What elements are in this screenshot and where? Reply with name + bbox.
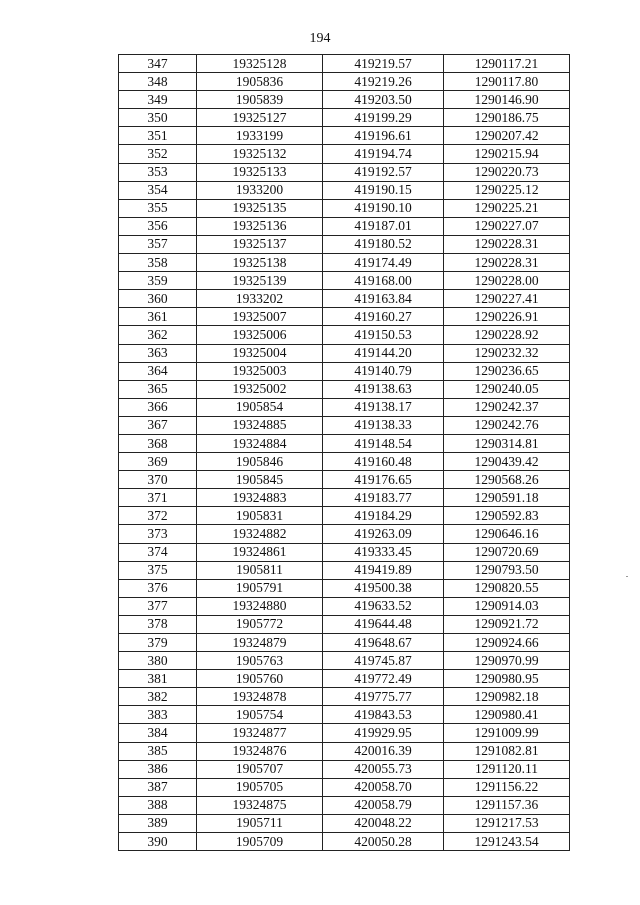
point-number-cell: 376 <box>119 579 197 597</box>
point-id-cell: 19325133 <box>197 163 323 181</box>
point-id-cell: 19325139 <box>197 272 323 290</box>
point-id-cell: 19325137 <box>197 235 323 253</box>
y-coordinate-cell: 1291082.81 <box>444 742 570 760</box>
y-coordinate-cell: 1290225.21 <box>444 199 570 217</box>
point-id-cell: 1933200 <box>197 181 323 199</box>
table-row <box>119 724 570 742</box>
table-row <box>119 73 570 91</box>
table-row <box>119 235 570 253</box>
point-id-cell: 1905839 <box>197 91 323 109</box>
y-coordinate-cell: 1290117.21 <box>444 55 570 73</box>
point-id-cell: 19325007 <box>197 308 323 326</box>
y-coordinate-cell: 1290921.72 <box>444 615 570 633</box>
y-coordinate-cell: 1290146.90 <box>444 91 570 109</box>
point-id-cell: 19325135 <box>197 199 323 217</box>
point-id-cell: 1905772 <box>197 615 323 633</box>
x-coordinate-cell: 419148.54 <box>323 434 444 452</box>
x-coordinate-cell: 419772.49 <box>323 670 444 688</box>
x-coordinate-cell: 419843.53 <box>323 706 444 724</box>
x-coordinate-cell: 419203.50 <box>323 91 444 109</box>
table-row <box>119 290 570 308</box>
point-number-cell: 377 <box>119 597 197 615</box>
x-coordinate-cell: 419168.00 <box>323 272 444 290</box>
point-id-cell: 19325002 <box>197 380 323 398</box>
x-coordinate-cell: 419138.63 <box>323 380 444 398</box>
point-id-cell: 19325136 <box>197 217 323 235</box>
point-number-cell: 355 <box>119 199 197 217</box>
point-id-cell: 1933202 <box>197 290 323 308</box>
point-id-cell: 1905791 <box>197 579 323 597</box>
table-row <box>119 507 570 525</box>
y-coordinate-cell: 1290820.55 <box>444 579 570 597</box>
x-coordinate-cell: 419194.74 <box>323 145 444 163</box>
y-coordinate-cell: 1290242.37 <box>444 398 570 416</box>
x-coordinate-cell: 420016.39 <box>323 742 444 760</box>
point-id-cell: 19324876 <box>197 742 323 760</box>
y-coordinate-cell: 1290980.95 <box>444 670 570 688</box>
point-number-cell: 351 <box>119 127 197 145</box>
y-coordinate-cell: 1290793.50 <box>444 561 570 579</box>
table-row <box>119 652 570 670</box>
point-id-cell: 1905760 <box>197 670 323 688</box>
point-id-cell: 1933199 <box>197 127 323 145</box>
x-coordinate-cell: 419192.57 <box>323 163 444 181</box>
y-coordinate-cell: 1290225.12 <box>444 181 570 199</box>
y-coordinate-cell: 1290314.81 <box>444 434 570 452</box>
table-row <box>119 91 570 109</box>
point-number-cell: 367 <box>119 416 197 434</box>
y-coordinate-cell: 1290646.16 <box>444 525 570 543</box>
table-row <box>119 453 570 471</box>
table-row <box>119 109 570 127</box>
point-number-cell: 363 <box>119 344 197 362</box>
x-coordinate-cell: 419219.57 <box>323 55 444 73</box>
table-row <box>119 416 570 434</box>
table-row <box>119 272 570 290</box>
point-id-cell: 1905705 <box>197 778 323 796</box>
y-coordinate-cell: 1290980.41 <box>444 706 570 724</box>
point-number-cell: 354 <box>119 181 197 199</box>
x-coordinate-cell: 420058.79 <box>323 796 444 814</box>
x-coordinate-cell: 419150.53 <box>323 326 444 344</box>
x-coordinate-cell: 419140.79 <box>323 362 444 380</box>
table-row <box>119 127 570 145</box>
point-id-cell: 1905854 <box>197 398 323 416</box>
y-coordinate-cell: 1291243.54 <box>444 833 570 851</box>
x-coordinate-cell: 419775.77 <box>323 688 444 706</box>
x-coordinate-cell: 419196.61 <box>323 127 444 145</box>
point-number-cell: 378 <box>119 615 197 633</box>
point-id-cell: 19324884 <box>197 434 323 452</box>
table-row <box>119 634 570 652</box>
y-coordinate-cell: 1290240.05 <box>444 380 570 398</box>
x-coordinate-cell: 419419.89 <box>323 561 444 579</box>
point-number-cell: 352 <box>119 145 197 163</box>
table-row <box>119 181 570 199</box>
y-coordinate-cell: 1290186.75 <box>444 109 570 127</box>
y-coordinate-cell: 1290207.42 <box>444 127 570 145</box>
point-id-cell: 19325138 <box>197 254 323 272</box>
point-number-cell: 388 <box>119 796 197 814</box>
x-coordinate-cell: 419745.87 <box>323 652 444 670</box>
point-number-cell: 380 <box>119 652 197 670</box>
table-row <box>119 670 570 688</box>
point-number-cell: 385 <box>119 742 197 760</box>
point-id-cell: 1905811 <box>197 561 323 579</box>
point-id-cell: 1905831 <box>197 507 323 525</box>
point-number-cell: 356 <box>119 217 197 235</box>
y-coordinate-cell: 1290236.65 <box>444 362 570 380</box>
point-number-cell: 349 <box>119 91 197 109</box>
x-coordinate-cell: 419174.49 <box>323 254 444 272</box>
x-coordinate-cell: 419263.09 <box>323 525 444 543</box>
point-number-cell: 375 <box>119 561 197 579</box>
table-row <box>119 362 570 380</box>
table-row <box>119 615 570 633</box>
page-number: 194 <box>309 31 331 46</box>
point-id-cell: 19325128 <box>197 55 323 73</box>
table-row <box>119 742 570 760</box>
table-row <box>119 434 570 452</box>
point-id-cell: 19324882 <box>197 525 323 543</box>
point-id-cell: 19324875 <box>197 796 323 814</box>
point-number-cell: 369 <box>119 453 197 471</box>
y-coordinate-cell: 1290232.32 <box>444 344 570 362</box>
x-coordinate-cell: 419500.38 <box>323 579 444 597</box>
y-coordinate-cell: 1290591.18 <box>444 489 570 507</box>
y-coordinate-cell: 1290228.92 <box>444 326 570 344</box>
point-number-cell: 390 <box>119 833 197 851</box>
y-coordinate-cell: 1290227.41 <box>444 290 570 308</box>
y-coordinate-cell: 1290215.94 <box>444 145 570 163</box>
x-coordinate-cell: 419144.20 <box>323 344 444 362</box>
y-coordinate-cell: 1290228.31 <box>444 254 570 272</box>
y-coordinate-cell: 1291120.11 <box>444 760 570 778</box>
point-id-cell: 1905845 <box>197 471 323 489</box>
x-coordinate-cell: 419176.65 <box>323 471 444 489</box>
x-coordinate-cell: 419138.33 <box>323 416 444 434</box>
table-row <box>119 471 570 489</box>
point-number-cell: 373 <box>119 525 197 543</box>
y-coordinate-cell: 1290592.83 <box>444 507 570 525</box>
x-coordinate-cell: 419160.48 <box>323 453 444 471</box>
point-id-cell: 19325004 <box>197 344 323 362</box>
table-row <box>119 579 570 597</box>
point-id-cell: 1905754 <box>197 706 323 724</box>
point-number-cell: 381 <box>119 670 197 688</box>
point-number-cell: 361 <box>119 308 197 326</box>
y-coordinate-cell: 1290720.69 <box>444 543 570 561</box>
table-row <box>119 688 570 706</box>
point-number-cell: 389 <box>119 814 197 832</box>
x-coordinate-cell: 420055.73 <box>323 760 444 778</box>
x-coordinate-cell: 419929.95 <box>323 724 444 742</box>
point-number-cell: 364 <box>119 362 197 380</box>
table-row <box>119 254 570 272</box>
point-id-cell: 19324878 <box>197 688 323 706</box>
table-row <box>119 308 570 326</box>
point-number-cell: 347 <box>119 55 197 73</box>
point-id-cell: 1905836 <box>197 73 323 91</box>
point-id-cell: 19324885 <box>197 416 323 434</box>
x-coordinate-cell: 419160.27 <box>323 308 444 326</box>
y-coordinate-cell: 1290228.00 <box>444 272 570 290</box>
point-number-cell: 348 <box>119 73 197 91</box>
point-id-cell: 19324879 <box>197 634 323 652</box>
point-number-cell: 382 <box>119 688 197 706</box>
scan-artifact-mark <box>626 576 628 577</box>
y-coordinate-cell: 1290228.31 <box>444 235 570 253</box>
table-row <box>119 217 570 235</box>
table-row <box>119 597 570 615</box>
point-id-cell: 1905763 <box>197 652 323 670</box>
point-number-cell: 362 <box>119 326 197 344</box>
x-coordinate-cell: 420048.22 <box>323 814 444 832</box>
point-number-cell: 360 <box>119 290 197 308</box>
point-id-cell: 19325003 <box>197 362 323 380</box>
point-id-cell: 19325132 <box>197 145 323 163</box>
table-row <box>119 326 570 344</box>
x-coordinate-cell: 419648.67 <box>323 634 444 652</box>
point-id-cell: 1905711 <box>197 814 323 832</box>
table-row <box>119 706 570 724</box>
x-coordinate-cell: 419187.01 <box>323 217 444 235</box>
x-coordinate-cell: 420050.28 <box>323 833 444 851</box>
point-number-cell: 358 <box>119 254 197 272</box>
table-row <box>119 199 570 217</box>
y-coordinate-cell: 1290914.03 <box>444 597 570 615</box>
point-number-cell: 370 <box>119 471 197 489</box>
y-coordinate-cell: 1290242.76 <box>444 416 570 434</box>
point-id-cell: 19325127 <box>197 109 323 127</box>
x-coordinate-cell: 419644.48 <box>323 615 444 633</box>
point-number-cell: 386 <box>119 760 197 778</box>
point-number-cell: 359 <box>119 272 197 290</box>
y-coordinate-cell: 1290226.91 <box>444 308 570 326</box>
table-row <box>119 760 570 778</box>
point-number-cell: 379 <box>119 634 197 652</box>
table-row <box>119 778 570 796</box>
point-number-cell: 372 <box>119 507 197 525</box>
point-number-cell: 357 <box>119 235 197 253</box>
x-coordinate-cell: 419138.17 <box>323 398 444 416</box>
table-row <box>119 398 570 416</box>
y-coordinate-cell: 1290117.80 <box>444 73 570 91</box>
point-id-cell: 19324880 <box>197 597 323 615</box>
table-row <box>119 344 570 362</box>
y-coordinate-cell: 1291217.53 <box>444 814 570 832</box>
y-coordinate-cell: 1290982.18 <box>444 688 570 706</box>
table-row <box>119 543 570 561</box>
point-number-cell: 353 <box>119 163 197 181</box>
y-coordinate-cell: 1290568.26 <box>444 471 570 489</box>
x-coordinate-cell: 420058.70 <box>323 778 444 796</box>
point-id-cell: 19324877 <box>197 724 323 742</box>
point-number-cell: 366 <box>119 398 197 416</box>
coordinates-table-body <box>119 55 570 851</box>
table-row <box>119 796 570 814</box>
y-coordinate-cell: 1290227.07 <box>444 217 570 235</box>
point-id-cell: 19325006 <box>197 326 323 344</box>
table-row <box>119 814 570 832</box>
x-coordinate-cell: 419190.10 <box>323 199 444 217</box>
point-number-cell: 383 <box>119 706 197 724</box>
point-id-cell: 19324883 <box>197 489 323 507</box>
y-coordinate-cell: 1291009.99 <box>444 724 570 742</box>
x-coordinate-cell: 419183.77 <box>323 489 444 507</box>
x-coordinate-cell: 419199.29 <box>323 109 444 127</box>
y-coordinate-cell: 1291156.22 <box>444 778 570 796</box>
point-number-cell: 365 <box>119 380 197 398</box>
x-coordinate-cell: 419184.29 <box>323 507 444 525</box>
x-coordinate-cell: 419180.52 <box>323 235 444 253</box>
y-coordinate-cell: 1290220.73 <box>444 163 570 181</box>
x-coordinate-cell: 419190.15 <box>323 181 444 199</box>
point-number-cell: 387 <box>119 778 197 796</box>
table-row <box>119 163 570 181</box>
point-id-cell: 1905709 <box>197 833 323 851</box>
table-row <box>119 561 570 579</box>
table-row <box>119 380 570 398</box>
y-coordinate-cell: 1290970.99 <box>444 652 570 670</box>
point-number-cell: 368 <box>119 434 197 452</box>
point-id-cell: 1905846 <box>197 453 323 471</box>
point-number-cell: 371 <box>119 489 197 507</box>
x-coordinate-cell: 419219.26 <box>323 73 444 91</box>
point-id-cell: 1905707 <box>197 760 323 778</box>
x-coordinate-cell: 419633.52 <box>323 597 444 615</box>
coordinates-table <box>118 54 570 851</box>
point-id-cell: 19324861 <box>197 543 323 561</box>
table-row <box>119 55 570 73</box>
table-row <box>119 145 570 163</box>
y-coordinate-cell: 1290924.66 <box>444 634 570 652</box>
y-coordinate-cell: 1291157.36 <box>444 796 570 814</box>
point-number-cell: 384 <box>119 724 197 742</box>
table-row <box>119 525 570 543</box>
x-coordinate-cell: 419333.45 <box>323 543 444 561</box>
table-row <box>119 833 570 851</box>
point-number-cell: 350 <box>119 109 197 127</box>
point-number-cell: 374 <box>119 543 197 561</box>
y-coordinate-cell: 1290439.42 <box>444 453 570 471</box>
x-coordinate-cell: 419163.84 <box>323 290 444 308</box>
table-row <box>119 489 570 507</box>
